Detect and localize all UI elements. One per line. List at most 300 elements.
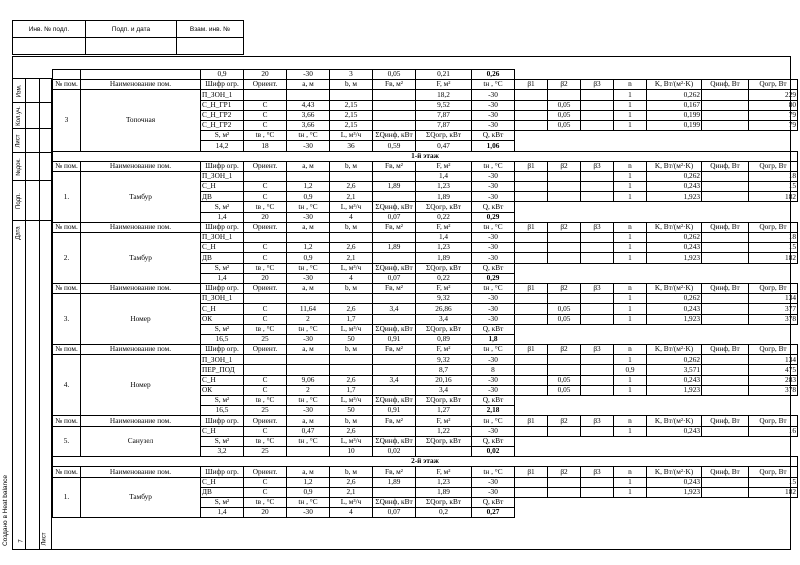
row-value: 2,15 xyxy=(330,100,373,110)
column-header: b, м xyxy=(330,222,373,232)
table-cell xyxy=(702,131,749,141)
table-cell xyxy=(581,141,614,151)
table-cell xyxy=(614,263,647,273)
column-header: F, м² xyxy=(416,416,472,426)
table-cell xyxy=(515,141,548,151)
floor-title: 2-й этаж xyxy=(53,457,798,467)
summary-value: -30 xyxy=(287,406,330,416)
summary-value: 0,21 xyxy=(416,70,472,80)
column-header: F, м² xyxy=(416,345,472,355)
table-cell xyxy=(749,406,798,416)
row-value: -30 xyxy=(472,253,515,263)
row-value xyxy=(373,314,416,324)
row-value: 1,89 xyxy=(416,487,472,497)
row-value: 182 xyxy=(749,192,798,202)
summary-header: tн , °C xyxy=(287,131,330,141)
row-value: 1,923 xyxy=(647,253,702,263)
table-cell xyxy=(515,497,548,507)
row-value: С xyxy=(244,192,287,202)
table-cell xyxy=(581,263,614,273)
column-header: Шифр огр. xyxy=(201,345,244,355)
table-cell xyxy=(614,202,647,212)
row-value: 229 xyxy=(749,90,798,100)
summary-value: 3 xyxy=(330,70,373,80)
table-cell xyxy=(548,406,581,416)
summary-header: Q, кВт xyxy=(472,497,515,507)
floor-row xyxy=(53,151,798,161)
table-cell xyxy=(515,131,548,141)
table-cell xyxy=(515,446,548,456)
stamp-cell xyxy=(177,38,244,55)
row-value: 1 xyxy=(614,100,647,110)
column-header: Qогр, Вт xyxy=(749,467,798,477)
row-value: 0,243 xyxy=(647,375,702,385)
summary-header: ΣQогр, кВт xyxy=(416,263,472,273)
column-header: Наименование пом. xyxy=(81,80,201,90)
summary-header: tв , °C xyxy=(244,436,287,446)
table-cell xyxy=(581,273,614,283)
row-value xyxy=(581,233,614,243)
row-value: -30 xyxy=(472,100,515,110)
row-value: П_ЗОН_1 xyxy=(201,233,244,243)
row-value: 1,7 xyxy=(330,385,373,395)
row-value: 1 xyxy=(614,294,647,304)
row-value: 1 xyxy=(614,426,647,436)
row-value xyxy=(548,426,581,436)
side-label-text: Кол.уч. xyxy=(16,105,23,126)
table-cell xyxy=(581,396,614,406)
row-value: 378 xyxy=(749,314,798,324)
table-cell xyxy=(647,436,702,446)
side-label xyxy=(13,103,25,128)
summary-header: ΣQинф, кВт xyxy=(373,436,416,446)
row-value xyxy=(373,426,416,436)
row-value xyxy=(244,355,287,365)
row-value: ПЕР_ПОД xyxy=(201,365,244,375)
table-cell xyxy=(614,334,647,344)
summary-row xyxy=(53,70,798,80)
row-value xyxy=(515,314,548,324)
table-cell xyxy=(614,406,647,416)
column-header: K, Вт/(м²·K) xyxy=(647,80,702,90)
summary-header: S, м² xyxy=(201,324,244,334)
row-value xyxy=(515,182,548,192)
summary-value: 20 xyxy=(244,508,287,518)
column-header: K, Вт/(м²·K) xyxy=(647,222,702,232)
row-value: -30 xyxy=(472,304,515,314)
table-cell xyxy=(581,131,614,141)
row-value: 0,05 xyxy=(548,120,581,130)
table-cell xyxy=(548,212,581,222)
column-header: Ориент. xyxy=(244,80,287,90)
table-cell xyxy=(749,497,798,507)
row-value xyxy=(548,233,581,243)
column-header: a, м xyxy=(287,345,330,355)
stamp-cell xyxy=(13,38,86,55)
table-row xyxy=(53,233,798,243)
column-header: № пом. xyxy=(53,345,81,355)
column-header: Qинф, Вт xyxy=(702,80,749,90)
side-label-cell xyxy=(13,220,53,244)
row-value: 2,6 xyxy=(330,182,373,192)
column-header: Шифр огр. xyxy=(201,283,244,293)
row-value: 1 xyxy=(614,90,647,100)
row-value: 0,243 xyxy=(647,477,702,487)
column-header: β3 xyxy=(581,345,614,355)
column-header: F, м² xyxy=(416,283,472,293)
table-cell xyxy=(548,131,581,141)
table-cell xyxy=(548,508,581,518)
table-cell xyxy=(548,141,581,151)
table-cell xyxy=(515,508,548,518)
summary-header: tн , °C xyxy=(287,396,330,406)
column-header: β2 xyxy=(548,80,581,90)
column-header: β3 xyxy=(581,80,614,90)
row-value xyxy=(515,100,548,110)
row-value: 1 xyxy=(614,192,647,202)
row-value xyxy=(581,477,614,487)
column-header: Наименование пом. xyxy=(81,345,201,355)
column-header: Qогр, Вт xyxy=(749,161,798,171)
side-label xyxy=(13,129,25,152)
room-name: Номер xyxy=(81,355,201,416)
summary-value: 4 xyxy=(330,212,373,222)
table-cell xyxy=(702,273,749,283)
side-label-text: Изм. xyxy=(16,84,23,97)
summary-header: ΣQинф, кВт xyxy=(373,497,416,507)
summary-value: 3,2 xyxy=(201,446,244,456)
row-value xyxy=(702,120,749,130)
row-value xyxy=(548,182,581,192)
header-row xyxy=(53,345,798,355)
row-value xyxy=(515,90,548,100)
row-value: 134 xyxy=(749,355,798,365)
row-value: ДВ xyxy=(201,487,244,497)
row-value xyxy=(548,243,581,253)
row-value: 3,4 xyxy=(416,385,472,395)
column-header: a, м xyxy=(287,283,330,293)
header-row xyxy=(53,80,798,90)
summary-value: 0,91 xyxy=(373,334,416,344)
page-number: 7 xyxy=(18,539,25,543)
summary-value: 1,06 xyxy=(472,141,515,151)
column-header: Fв, м² xyxy=(373,416,416,426)
column-header: Fв, м² xyxy=(373,161,416,171)
row-value xyxy=(702,375,749,385)
row-value: 3,66 xyxy=(287,110,330,120)
row-value xyxy=(515,385,548,395)
header-row xyxy=(53,222,798,232)
row-value: 0,243 xyxy=(647,182,702,192)
column-header: a, м xyxy=(287,416,330,426)
row-value: 7,87 xyxy=(416,110,472,120)
table-cell xyxy=(647,141,702,151)
summary-header: ΣQогр, кВт xyxy=(416,202,472,212)
row-value: 2,1 xyxy=(330,487,373,497)
row-value: С xyxy=(244,477,287,487)
column-header: a, м xyxy=(287,222,330,232)
room-number: 4. xyxy=(53,355,81,416)
sheet-label-text: Лист xyxy=(41,532,48,546)
side-label xyxy=(13,181,25,220)
row-value: 2,6 xyxy=(330,426,373,436)
header-row xyxy=(53,416,798,426)
table-cell xyxy=(548,263,581,273)
summary-value: 50 xyxy=(330,406,373,416)
table-cell xyxy=(515,334,548,344)
row-value xyxy=(581,487,614,497)
row-value: 1,23 xyxy=(416,182,472,192)
row-value: 0,9 xyxy=(287,487,330,497)
side-label-cell xyxy=(13,152,53,180)
column-header: № пом. xyxy=(53,283,81,293)
row-value xyxy=(515,120,548,130)
column-header: Qогр, Вт xyxy=(749,283,798,293)
summary-value: 20 xyxy=(244,212,287,222)
row-value xyxy=(287,294,330,304)
row-value: 0,9 xyxy=(614,365,647,375)
column-header: β3 xyxy=(581,222,614,232)
table-cell xyxy=(647,508,702,518)
summary-header: tн , °C xyxy=(287,202,330,212)
row-value: 475 xyxy=(749,365,798,375)
table-cell xyxy=(647,131,702,141)
table-cell xyxy=(614,273,647,283)
summary-value: 14,2 xyxy=(201,141,244,151)
table-cell xyxy=(515,70,548,80)
table-row xyxy=(53,294,798,304)
summary-value: 20 xyxy=(244,70,287,80)
summary-value: 25 xyxy=(244,334,287,344)
row-value xyxy=(548,365,581,375)
row-value: 80 xyxy=(749,100,798,110)
summary-header: ΣQогр, кВт xyxy=(416,497,472,507)
table-cell xyxy=(515,202,548,212)
row-value: С_Н xyxy=(201,375,244,385)
column-header: n xyxy=(614,283,647,293)
column-header: Шифр огр. xyxy=(201,80,244,90)
column-header: Qинф, Вт xyxy=(702,161,749,171)
row-value: 1,923 xyxy=(647,487,702,497)
room-number: 2. xyxy=(53,233,81,284)
row-value xyxy=(581,120,614,130)
row-value: 2,6 xyxy=(330,304,373,314)
row-value xyxy=(581,90,614,100)
row-value: -30 xyxy=(472,192,515,202)
row-value: 26,86 xyxy=(416,304,472,314)
row-value xyxy=(373,253,416,263)
column-header: Наименование пом. xyxy=(81,161,201,171)
row-value: С_Н xyxy=(201,243,244,253)
table-cell xyxy=(81,70,201,80)
table-cell xyxy=(614,131,647,141)
column-header: b, м xyxy=(330,161,373,171)
row-value xyxy=(373,110,416,120)
row-value xyxy=(581,365,614,375)
summary-value: 0,29 xyxy=(472,212,515,222)
row-value: -30 xyxy=(472,314,515,324)
row-value: С_Н_ГР2 xyxy=(201,120,244,130)
row-value: 1,923 xyxy=(647,192,702,202)
summary-header: ΣQогр, кВт xyxy=(416,396,472,406)
row-value: 79 xyxy=(749,110,798,120)
row-value: 15 xyxy=(749,477,798,487)
column-header: tн , °C xyxy=(472,222,515,232)
side-column xyxy=(12,78,52,550)
table-cell xyxy=(647,324,702,334)
summary-value xyxy=(287,446,330,456)
table-cell xyxy=(581,324,614,334)
summary-value: 0,9 xyxy=(201,70,244,80)
summary-header: Q, кВт xyxy=(472,396,515,406)
column-header: Qинф, Вт xyxy=(702,345,749,355)
row-value xyxy=(702,182,749,192)
side-label xyxy=(13,79,25,102)
row-value xyxy=(581,171,614,181)
summary-header: L, м³/ч xyxy=(330,263,373,273)
column-header: Qинф, Вт xyxy=(702,467,749,477)
stamp-vzam-inv: Взам. инв. № xyxy=(177,21,244,38)
summary-value: 0,2 xyxy=(416,508,472,518)
row-value: С xyxy=(244,487,287,497)
table-cell xyxy=(702,406,749,416)
summary-value: 0,29 xyxy=(472,273,515,283)
summary-header: tв , °C xyxy=(244,324,287,334)
row-value xyxy=(515,304,548,314)
row-value xyxy=(581,355,614,365)
stamp-table xyxy=(12,20,244,55)
summary-value: 0,22 xyxy=(416,273,472,283)
table-cell xyxy=(614,497,647,507)
row-value: 2 xyxy=(287,385,330,395)
row-value xyxy=(702,192,749,202)
summary-header: S, м² xyxy=(201,436,244,446)
row-value: 0,05 xyxy=(548,385,581,395)
row-value: 2,6 xyxy=(330,375,373,385)
room-name: Санузел xyxy=(81,426,201,457)
row-value xyxy=(373,192,416,202)
row-value xyxy=(581,375,614,385)
row-value xyxy=(581,192,614,202)
summary-value: 20 xyxy=(244,273,287,283)
summary-header: S, м² xyxy=(201,131,244,141)
row-value: 8 xyxy=(472,365,515,375)
column-header: № пом. xyxy=(53,467,81,477)
table-cell xyxy=(614,212,647,222)
row-value xyxy=(330,233,373,243)
column-header: β1 xyxy=(515,467,548,477)
summary-header: tн , °C xyxy=(287,497,330,507)
row-value xyxy=(581,314,614,324)
column-header: № пом. xyxy=(53,80,81,90)
summary-header: L, м³/ч xyxy=(330,497,373,507)
row-value xyxy=(581,294,614,304)
row-value: ОК xyxy=(201,385,244,395)
column-header: β2 xyxy=(548,345,581,355)
row-value xyxy=(515,365,548,375)
row-value: 1 xyxy=(614,487,647,497)
summary-value: -30 xyxy=(287,273,330,283)
row-value: 0,167 xyxy=(647,100,702,110)
row-value: 1 xyxy=(614,243,647,253)
row-value xyxy=(702,294,749,304)
row-value xyxy=(244,365,287,375)
summary-value: 25 xyxy=(244,446,287,456)
column-header: a, м xyxy=(287,80,330,90)
room-name: Номер xyxy=(81,294,201,345)
row-value: 3,66 xyxy=(287,120,330,130)
row-value xyxy=(330,365,373,375)
row-value xyxy=(287,233,330,243)
row-value: 0,262 xyxy=(647,90,702,100)
summary-header: S, м² xyxy=(201,497,244,507)
row-value: 2,6 xyxy=(330,243,373,253)
table-cell xyxy=(702,436,749,446)
row-value xyxy=(702,314,749,324)
table-cell xyxy=(647,70,702,80)
table-cell xyxy=(548,202,581,212)
room-number: 3 xyxy=(53,90,81,151)
row-value: 182 xyxy=(749,253,798,263)
summary-header: S, м² xyxy=(201,202,244,212)
row-value xyxy=(702,171,749,181)
table-cell xyxy=(647,263,702,273)
row-value xyxy=(373,487,416,497)
side-label-text: Дата xyxy=(16,225,23,240)
row-value: 377 xyxy=(749,304,798,314)
column-header: β1 xyxy=(515,283,548,293)
summary-value: 0,59 xyxy=(373,141,416,151)
table-cell xyxy=(548,436,581,446)
row-value: -30 xyxy=(472,171,515,181)
column-header: β2 xyxy=(548,283,581,293)
row-value xyxy=(330,90,373,100)
table-cell xyxy=(548,70,581,80)
summary-header: Q, кВт xyxy=(472,131,515,141)
row-value: 18 xyxy=(749,233,798,243)
row-value: 0,05 xyxy=(548,110,581,120)
table-cell xyxy=(515,263,548,273)
row-value xyxy=(515,192,548,202)
row-value: 1,89 xyxy=(416,192,472,202)
column-header: Fв, м² xyxy=(373,222,416,232)
summary-value: -30 xyxy=(287,70,330,80)
table-cell xyxy=(515,212,548,222)
table-cell xyxy=(581,406,614,416)
table-cell xyxy=(749,446,798,456)
table-cell xyxy=(702,202,749,212)
left-edge-note xyxy=(0,470,12,550)
row-value: 1,923 xyxy=(647,314,702,324)
column-header: № пом. xyxy=(53,416,81,426)
row-value xyxy=(581,385,614,395)
row-value: -30 xyxy=(472,477,515,487)
table-cell xyxy=(548,446,581,456)
row-value xyxy=(373,120,416,130)
table-row xyxy=(53,426,798,436)
room-name: Топочная xyxy=(81,90,201,151)
row-value xyxy=(244,233,287,243)
table-cell xyxy=(548,273,581,283)
column-header: K, Вт/(м²·K) xyxy=(647,161,702,171)
column-header: β2 xyxy=(548,161,581,171)
column-header: Fв, м² xyxy=(373,80,416,90)
row-value xyxy=(702,304,749,314)
row-value: П_ЗОН_1 xyxy=(201,294,244,304)
summary-header: ΣQинф, кВт xyxy=(373,396,416,406)
row-value: 0,262 xyxy=(647,171,702,181)
column-header: Наименование пом. xyxy=(81,467,201,477)
